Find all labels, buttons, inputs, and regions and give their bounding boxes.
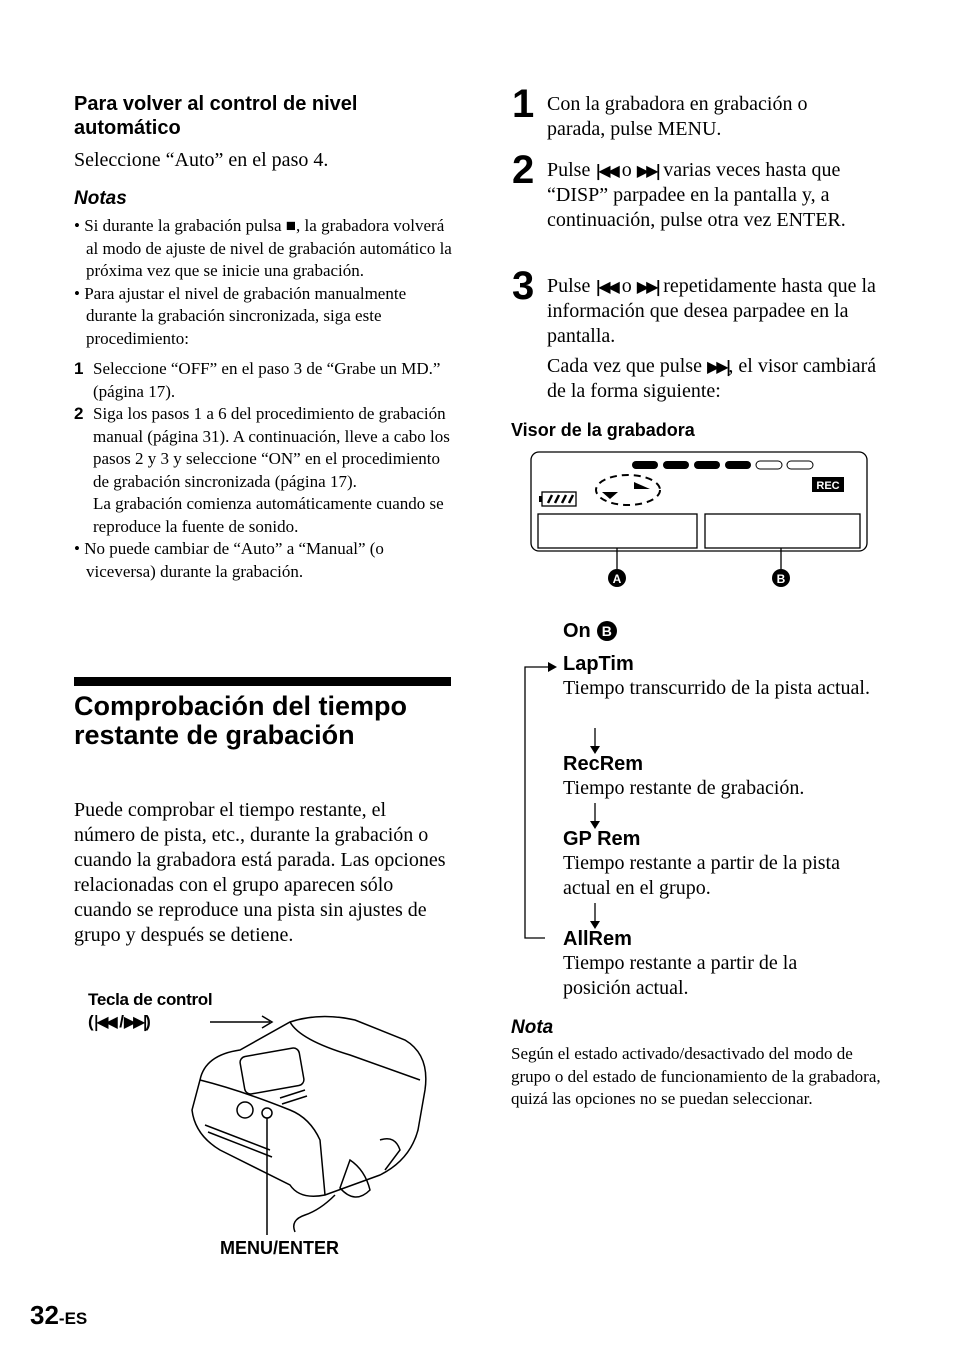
section-rule (74, 677, 451, 686)
connector (380, 1139, 400, 1170)
marker-a-label: A (612, 572, 622, 586)
note-item: • Si durante la grabación pulsa ■, la grabadora volverá al modo de ajuste de nivel de grabación automático la próxima vez que se inicie una grabación. (74, 216, 452, 280)
up-arrow-icon (634, 482, 650, 489)
sub-step (74, 403, 454, 538)
notes-title: Notas (74, 188, 127, 209)
previous-track-icon: |◀◀ (595, 161, 617, 180)
sub-step-number: 1 (74, 359, 84, 378)
option-item (563, 752, 883, 801)
marker-b-icon: B (597, 621, 617, 641)
option-title: GP Rem (563, 828, 641, 850)
step-text-part: Cada vez que pulse (547, 355, 702, 377)
auto-level-heading: Para volver al control de nivel automático (74, 93, 358, 139)
step-number: 3 (512, 264, 535, 308)
sub-step-text: La grabación comienza automáticamente cuando se reproduce la fuente de sonido. (93, 494, 444, 536)
option-desc: Tiempo restante a partir de la pista actual en el grupo. (563, 852, 840, 899)
step-text-part: varias veces hasta que “DISP” parpadee en la pantalla y, a continuación, pulse otra vez ENTER. (547, 159, 846, 231)
option-item (563, 827, 883, 901)
sub-step-text: Siga los pasos 1 a 6 del procedimiento de grabación manual (página 31). A continuación, lleve a cabo los pasos 2 y 3 y seleccione “ON” en el procedimiento de grabación sincronizada (página 17). (93, 404, 450, 491)
menu-enter-button (262, 1108, 272, 1118)
step-number: 1 (512, 82, 535, 126)
recorder-display-diagram (528, 450, 873, 590)
menu-enter-label: MENU/ENTER (220, 1238, 340, 1258)
step-text (547, 158, 892, 233)
note-item: • Para ajustar el nivel de grabación manualmente durante la grabación sincronizada, siga este procedimiento: (74, 283, 407, 348)
display-title: Visor de la grabadora (511, 420, 695, 440)
previous-track-icon: |◀◀ (93, 1012, 115, 1031)
option-item (563, 927, 853, 1001)
option-desc: Tiempo transcurrido de la pista actual. (563, 677, 870, 699)
option-title: RecRem (563, 753, 644, 775)
loop-arrowhead (548, 662, 557, 672)
sub-step-number: 2 (74, 404, 84, 423)
control-key-symbols: (|◀◀ /▶▶|) (88, 1012, 151, 1031)
level-meter (632, 461, 813, 469)
recorder-slider (280, 1090, 307, 1104)
step-text-part: , el visor cambiará de la forma siguiente: (547, 355, 877, 402)
next-track-icon: ▶▶| (123, 1012, 146, 1031)
nota-text: Según el estado activado/desactivado del modo de grupo o del estado de funcionamiento de la grabadora, quizá las opciones no se puedan seleccionar. (511, 1044, 881, 1108)
recorder-button (237, 1102, 253, 1118)
recorder-top-edge (290, 1022, 420, 1080)
step-text (547, 274, 887, 349)
page-number-value: 32 (30, 1300, 59, 1330)
notes-block (74, 215, 454, 583)
page-number-suffix: -ES (58, 1309, 88, 1328)
on-b-label (563, 619, 617, 643)
control-key-label-text: Tecla de control (88, 990, 213, 1009)
nota-title: Nota (511, 1017, 554, 1038)
note-item: • No puede cambiar de “Auto” a “Manual” (o viceversa) durante la grabación. (74, 539, 384, 581)
rec-label: REC (816, 480, 840, 492)
auto-level-text: Seleccione “Auto” en el paso 4. (74, 149, 329, 171)
page-number (30, 1300, 87, 1331)
sub-step (74, 358, 454, 403)
cable (294, 1195, 335, 1232)
recorder-slot (205, 1125, 272, 1157)
next-track-icon: ▶▶| (706, 357, 729, 376)
step-text-part: Pulse (547, 159, 591, 181)
recorder-edge (200, 1080, 325, 1195)
sub-step-text: Seleccione “OFF” en el paso 3 de “Grabe un MD.” (página 17). (93, 359, 441, 401)
step-text-part: repetidamente hasta que la información que desea parpadee en la pantalla. (547, 275, 876, 347)
step-text: Con la grabadora en grabación o parada, pulse MENU. (547, 93, 808, 140)
section-title: Comprobación del tiempo restante de grabación (74, 691, 408, 750)
recorder-body (192, 1016, 426, 1196)
display-field-b (705, 514, 860, 548)
headphone-plug (340, 1160, 370, 1197)
next-track-icon: ▶▶| (636, 277, 659, 296)
previous-track-icon: |◀◀ (595, 277, 617, 296)
step-text-part: o (621, 275, 632, 297)
marker-b-label: B (776, 572, 786, 586)
step-text (547, 354, 887, 404)
option-desc: Tiempo restante a partir de la posición actual. (563, 952, 798, 999)
recorder-illustration (180, 1010, 440, 1235)
on-label: On (563, 620, 591, 642)
step-text-part: o (621, 159, 632, 181)
step-number: 2 (512, 148, 535, 192)
battery-icon (539, 492, 576, 506)
step-text-part: Pulse (547, 275, 591, 297)
option-item (563, 652, 883, 701)
recorder-display (239, 1047, 305, 1095)
option-title: AllRem (563, 928, 632, 950)
option-desc: Tiempo restante de grabación. (563, 777, 805, 799)
section-body: Puede comprobar el tiempo restante, el número de pista, etc., durante la grabación o cuando la grabadora está parada. Las opciones relacionadas con el grupo aparecen sólo cuando se reproduce una pista sin ajustes de grupo y después se detiene. (74, 799, 446, 946)
display-field-a (538, 514, 697, 548)
mode-ring (596, 475, 660, 505)
loop-line (525, 667, 548, 938)
option-title: LapTim (563, 653, 634, 675)
down-arrow-icon (602, 492, 618, 499)
next-track-icon: ▶▶| (636, 161, 659, 180)
